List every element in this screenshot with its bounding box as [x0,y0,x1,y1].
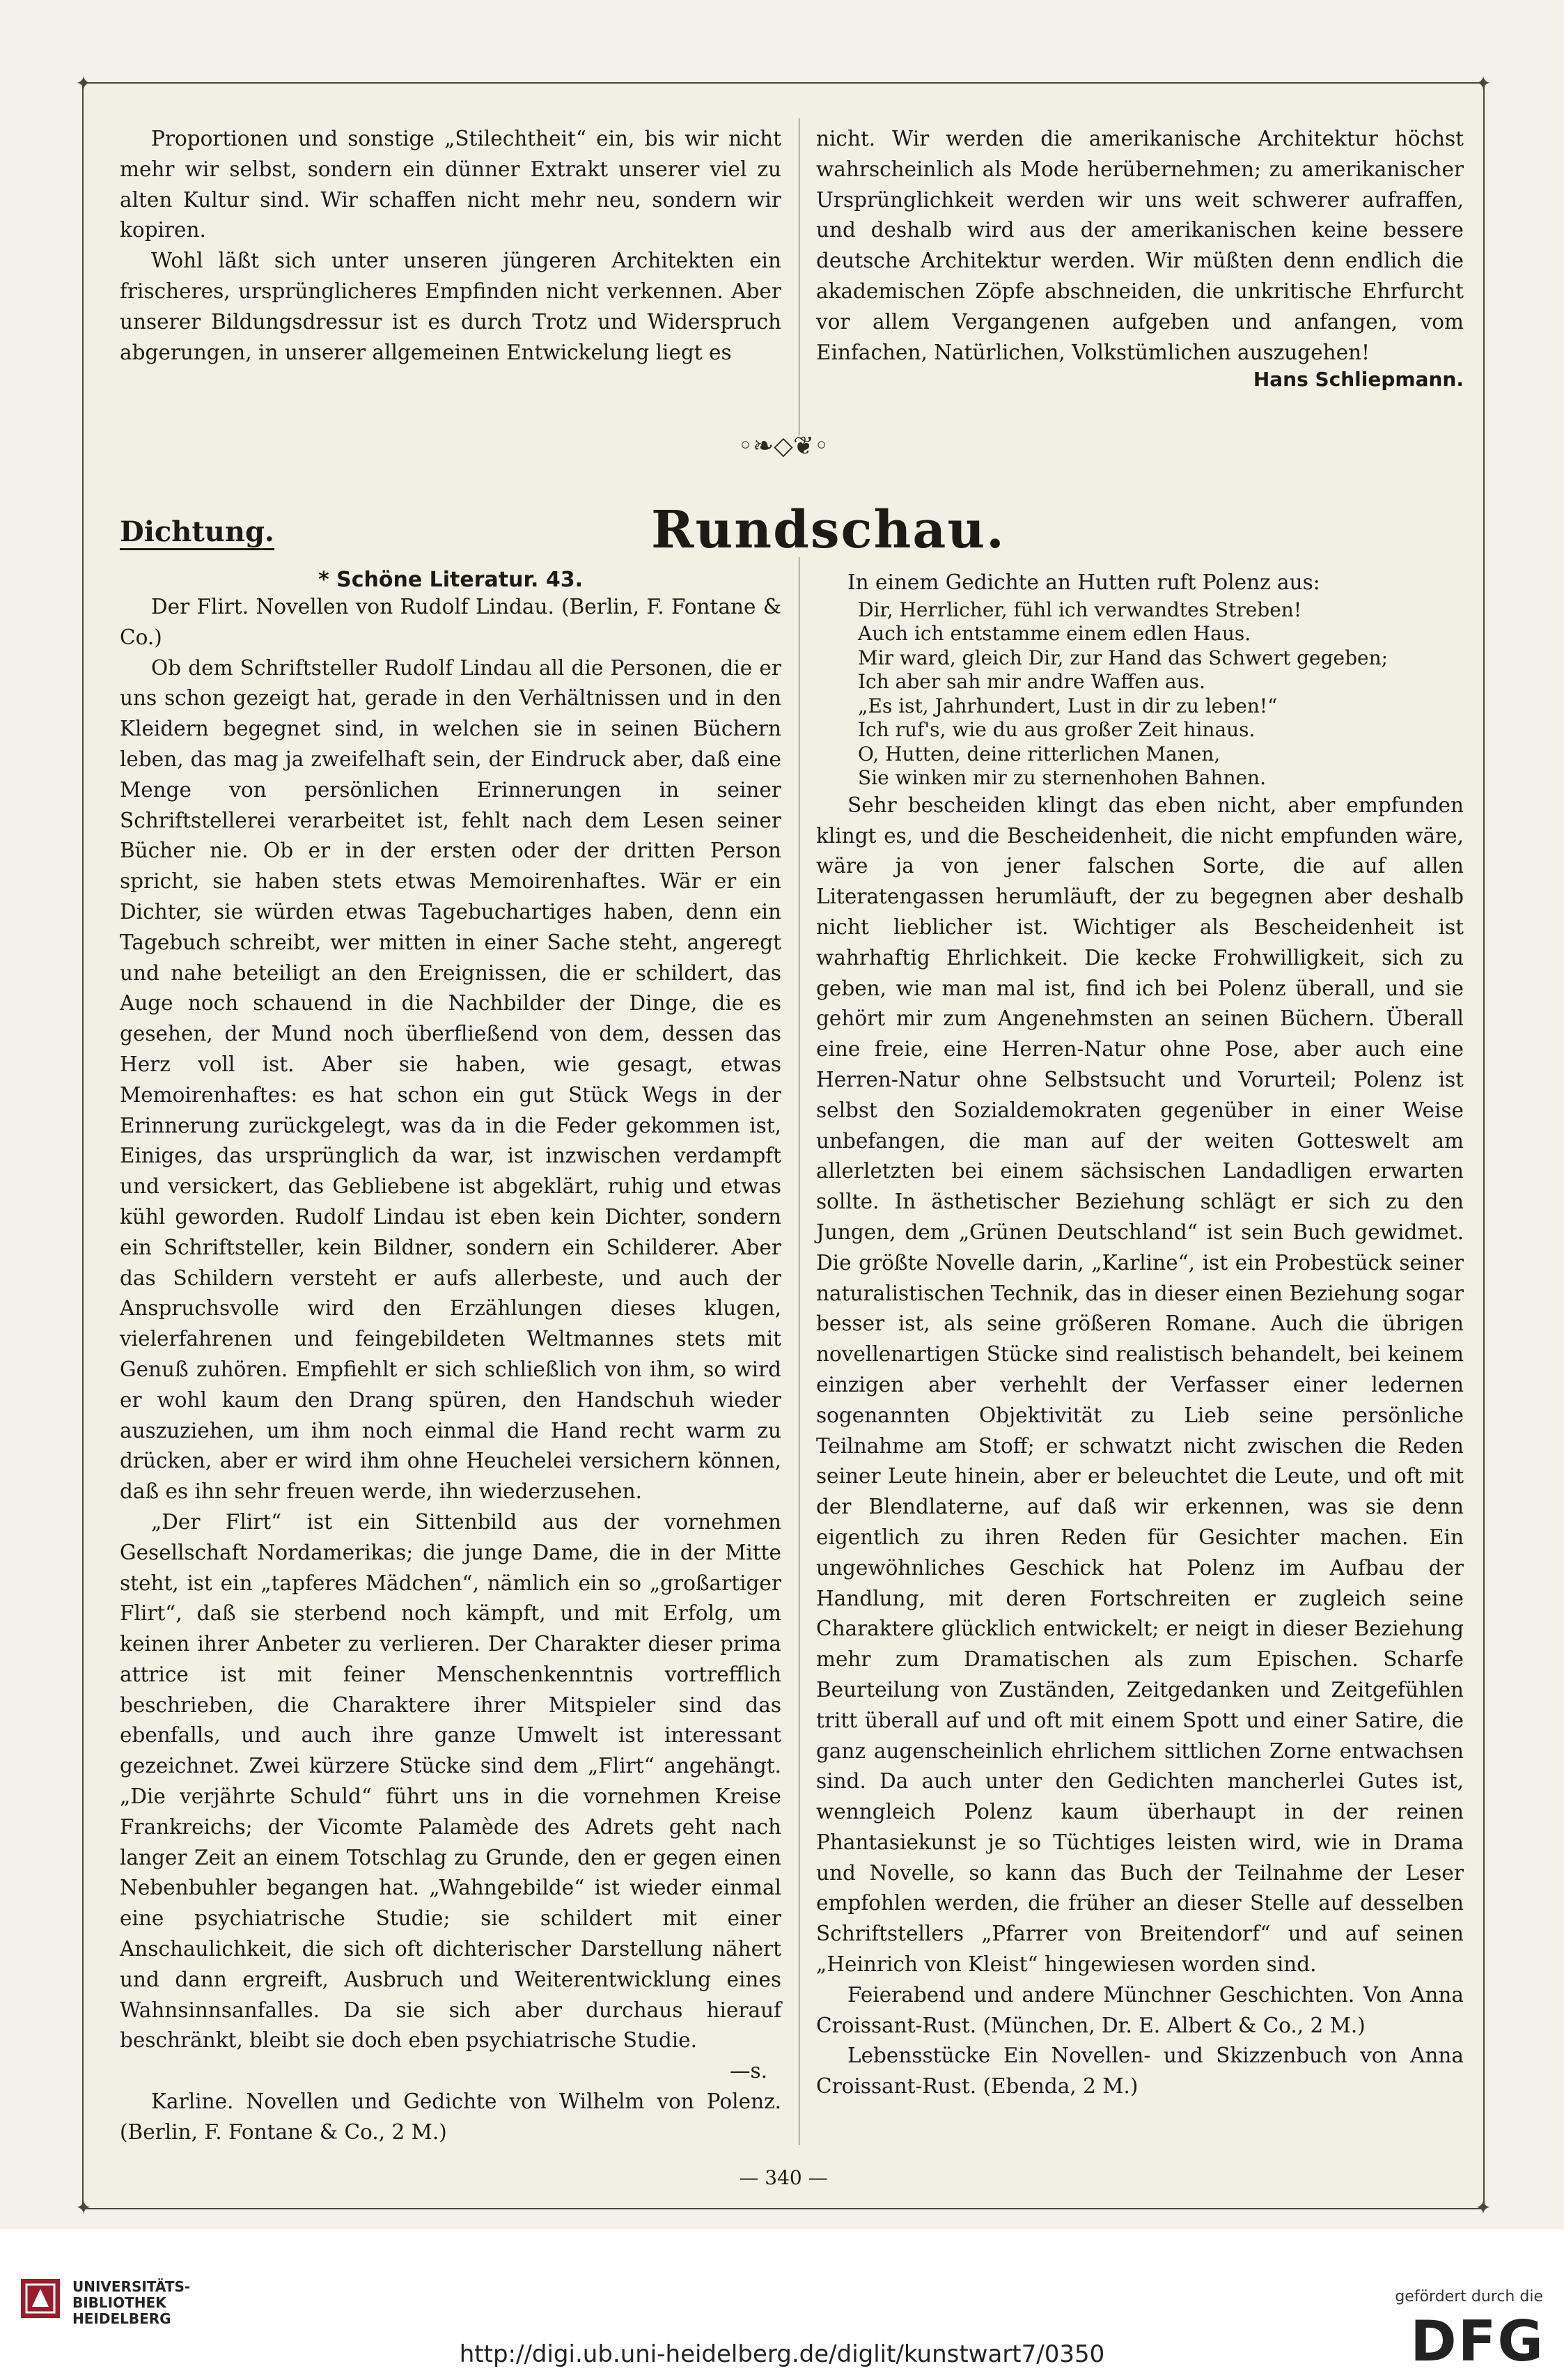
paragraph: Sehr bescheiden klingt das eben nicht, aber empfunden klingt es, und die Bescheidenheit, die nicht empfunden wäre, wäre ja von jener falschen Sorte, die auf allen Literatengassen herumläuft, der zu begegnen aber deshalb nicht lieblicher ist. Wichtiger als Bescheidenheit ist wahrhaftig Ehrlichkeit. Die kecke Frohwilligkeit, sich zu geben, wie man mal ist, find ich bei Polenz überall, und sie gehört mir zum Angenehmsten an seinen Büchern. Überall eine freie, eine Herren-Natur ohne Pose, aber auch eine Herren-Natur ohne Selbstsucht und Vorurteil; Polenz ist selbst den Sozialdemokraten gegenüber in einer Weise unbefangen, die man auf der weiten Gotteswelt am allerletzten bei einem sächsischen Landadligen erwarten sollte. In ästhetischer Beziehung schlägt er sich zu den Jungen, dem „Grünen Deutschland“ ist sein Buch gewidmet. Die größte Novelle darin, „Karline“, ist ein Probestück seiner naturalistischen Technik, das in dieser einen Beziehung sogar besser ist, als seine größeren Romane. Auch die übrigen novellenartigen Stücke sind realistisch behandelt, bei keinem einzigen aber verhehlt der Verfasser einer ledernen sogenannten Objektivität zu Lieb seine persönliche Teilnahme am Stoff; er schwatzt nicht zwischen die Reden seiner Leute hinein, aber er beleuchtet die Leute, und oft mit der Blendlaterne, auf daß wir erkennen, was sie denn eigentlich zu ihren Reden für Gesichter machen. Ein ungewöhnliches Geschick hat Polenz im Aufbau der Handlung, mit deren Fortschreiten er zugleich seine Charaktere glücklich entwickelt; er neigt in dieser Beziehung mehr zum Dramatischen als zum Epischen. Scharfe Beurteilung von Zuständen, Zeitgedanken und Zeitgefühlen tritt überall auf und oft mit einem Spott und einer Satire, die ganz augenscheinlich ehrlichem sittlichen Zorne entwachsen sind. Da auch unter den Gedichten mancherlei Gutes ist, wenngleich Polenz kaum überhaupt in der reinen Phantasiekunst je so Tüchtiges leisten wird, wie in Drama und Novelle, so kann das Buch der Teilnahme der Leser empfohlen werden, die früher an dieser Stelle auf desselben Schriftstellers „Pfarrer von Breitendorf“ und auf seinen „Heinrich von Kleist“ hingewiesen worden sind. [816,793,1464,1977]
top-right-column [816,124,1464,391]
poem-line: O, Hutten, deine ritterlichen Manen, [858,742,1221,765]
poem-line: „Es ist, Jahrhundert, Lust in dir zu leben!“ [858,694,1278,717]
right-column [816,568,1464,2102]
divider-ornament: ◦❧◇❦◦ [737,432,829,460]
poem-line: Dir, Herrlicher, fühl ich verwandtes Streben! [858,598,1302,621]
book-entry: Der Flirt. Novellen von Rudolf Lindau. (Berlin, F. Fontane & Co.) [120,595,781,649]
poem-line: Ich aber sah mir andre Waffen aus. [858,670,1205,694]
book-entry: Karline. Novellen und Gedichte von Wilhelm von Polenz. (Berlin, F. Fontane & Co., 2 M.) [120,2090,781,2144]
paragraph: Wohl läßt sich unter unseren jüngeren Architekten ein frischeres, ursprünglicheres Empfinden nicht verkennen. Aber unserer Bildungsdressur ist es durch Trotz und Widerspruch abgerungen, in unserer allgemeinen Entwickelung liegt es [120,249,781,364]
paragraph: „Der Flirt“ ist ein Sittenbild aus der vornehmen Gesellschaft Nordamerikas; die junge Dame, die in der Mitte steht, ist ein „tapferes Mädchen“, nämlich ein so „großartiger Flirt“, daß sie sterbend noch kämpft, und mit Erfolg, um keinen ihrer Anbeter zu verlieren. Der Charakter dieser prima attrice ist mit feiner Menschenkenntnis vortrefflich beschrieben, die Charaktere ihrer Mitspieler sind das ebenfalls, und auch ihre ganze Umwelt ist interessant gezeichnet. Zwei kürzere Stücke sind dem „Flirt“ angehängt. „Die verjährte Schuld“ führt uns in die vornehmen Kreise Frankreichs; der Vicomte Palamède des Adrets geht nach langer Zeit an einem Totschlag zu Grunde, den er gegen einen Nebenbuhler begangen hat. „Wahngebilde“ ist wieder einmal eine psychiatrische Studie; sie schildert mit einer Anschaulichkeit, die sich oft dichterischer Darstellung nähert und dann ergreift, Ausbruch und Weiterentwicklung eines Wahnsinnsanfalles. Da sie sich aber durchaus hierauf beschränkt, bleibt sie doch eben psychiatrische Studie. [120,1509,781,2053]
paragraph: Proportionen und sonstige „Stilechtheit“ ein, bis wir nicht mehr wir selbst, sondern ein dünner Extrakt unserer viel zu alten Kultur sind. Wir schaffen nicht mehr neu, sondern wir kopiren. [120,127,781,242]
book-entry: Feierabend und andere Münchner Geschichten. Von Anna Croissant-Rust. (München, Dr. E. Albert & Co., 2 M.) [816,1982,1464,2037]
section-label: Dichtung. [120,515,274,550]
library-name: UNIVERSITÄTS- BIBLIOTHEK HEIDELBERG [72,2278,191,2327]
corner-ornament: ✦ [75,2196,92,2219]
subsection-heading: * Schöne Literatur. 43. [318,568,583,592]
corner-ornament: ✦ [1475,72,1492,95]
footer-bar [0,2229,1564,2380]
book-entry: Lebensstücke Ein Novellen- und Skizzenbuch von Anna Croissant-Rust. (Ebenda, 2 M.) [816,2044,1464,2099]
source-link[interactable]: http://digi.ub.uni-heidelberg.de/diglit/kunstwart7/0350 [459,2340,1105,2368]
author-signature: Hans Schliepmann. [1253,368,1464,391]
library-seal-icon [19,2278,61,2319]
dfg-logo: DFG [1410,2309,1545,2374]
poem-line: Auch ich entstamme einem edlen Haus. [858,622,1251,646]
corner-ornament: ✦ [75,72,92,95]
poem-line: Sie winken mir zu sternenhohen Bahnen. [858,766,1266,790]
poem [816,598,1464,791]
left-column [120,568,781,2148]
poem-line: Mir ward, gleich Dir, zur Hand das Schwert gegeben; [858,646,1389,669]
paragraph: nicht. Wir werden die amerikanische Architektur höchst wahrscheinlich als Mode herübernehmen; zu amerikanischer Ursprünglichkeit werden wir uns weit schwerer aufraffen, und deshalb wird aus der amerikanischen keine bessere deutsche Architektur werden. Wir müßten denn endlich die akademischen Zöpfe abschneiden, die unkritische Ehrfurcht vor allem Vergangenen aufgeben und anfangen, vom Einfachen, Natürlichen, Volkstümlichen auszugehen! [816,127,1464,364]
reviewer-initials: —s. [729,2059,767,2083]
top-left-column [120,124,781,368]
poem-line: Ich ruf's, wie du aus großer Zeit hinaus. [858,718,1256,742]
page-number: — 340 — [739,2166,828,2189]
paragraph: In einem Gedichte an Hutten ruft Polenz aus: [847,570,1320,594]
funding-note: gefördert durch die [1395,2288,1543,2305]
paragraph: Ob dem Schriftsteller Rudolf Lindau all die Personen, die er uns schon gezeigt hat, gerade in den Verhältnissen und in den Kleidern begegnet sind, in welchen sie in seinen Büchern leben, das mag ja zweifelhaft sein, der Eindruck aber, daß eine Menge von persönlichen Erinnerungen in seiner Schriftstellerei verarbeitet ist, fehlt nach dem Lesen seiner Bücher nie. Ob er in der ersten oder der dritten Person spricht, sie haben stets etwas Memoirenhaftes. Wär er ein Dichter, sie würden etwas Tagebuchartiges haben, denn ein Tagebuch schreibt, wer mitten in einer Sache steht, angeregt und nahe beteiligt an den Ereignissen, die er schildert, das Auge noch schauend in die Nachbilder der Dinge, die es gesehen, der Mund noch überfließend von dem, dessen das Herz voll ist. Aber sie haben, wie gesagt, etwas Memoirenhaftes: es hat schon ein gut Stück Wegs in der Erinnerung zurückgelegt, was da in die Feder gekommen ist, Einiges, das ursprünglich da war, ist inzwischen verdampft und versickert, das Gebliebene ist abgeklärt, ruhig und etwas kühl geworden. Rudolf Lindau ist eben kein Dichter, sondern ein Schriftsteller, kein Bildner, sondern ein Schilderer. Aber das Schildern versteht er aufs allerbeste, und auch der Anspruchsvolle wird den Erzählungen dieses klugen, vielerfahrenen und feingebildeten Weltmannes stets mit Genuß zuhören. Empfiehlt er sich schließlich von ihm, so wird er wohl kaum den Drang spüren, den Handschuh wieder auszuziehen, um ihm noch einmal die Hand recht warm zu drücken, aber er wird ihm ohne Heuchelei versichern können, daß es ihn sehr freuen werde, ihn wiederzusehen. [120,655,781,1504]
page-title: Rundschau. [651,500,1006,560]
corner-ornament: ✦ [1475,2196,1492,2219]
